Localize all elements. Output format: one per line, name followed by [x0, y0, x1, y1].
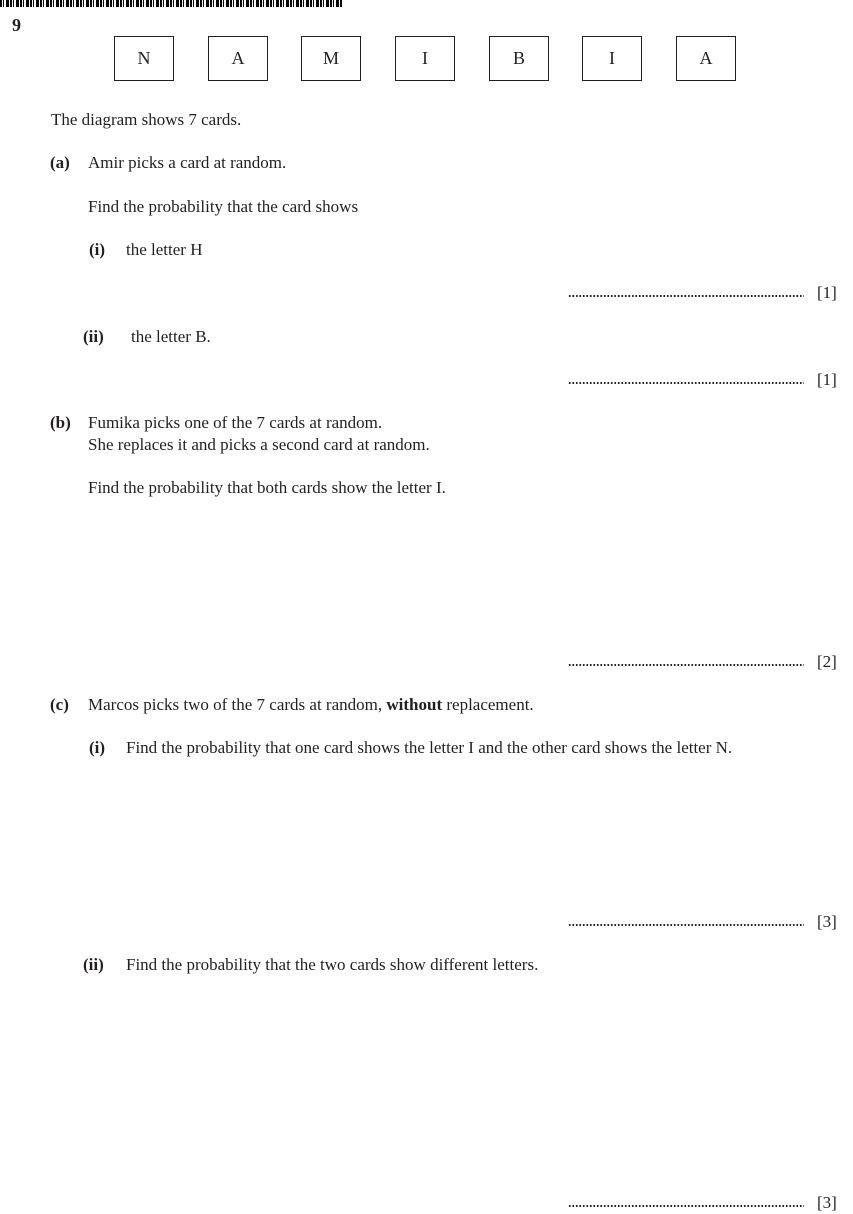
card-2: A — [208, 36, 268, 81]
answer-line-c-ii[interactable] — [568, 1202, 804, 1210]
part-c-ii-label: (ii) — [83, 955, 104, 974]
card-6: I — [582, 36, 642, 81]
part-c-text-before: Marcos picks two of the 7 cards at random, — [88, 695, 387, 714]
marks-a-ii: [1] — [817, 370, 837, 389]
part-c-label: (c) — [50, 695, 69, 714]
part-a-i-label: (i) — [89, 240, 106, 259]
card-5: B — [489, 36, 549, 81]
part-a-ii-label: (ii) — [83, 327, 104, 346]
part-b-label: (b) — [50, 413, 71, 432]
card-4: I — [395, 36, 455, 81]
part-a-instruction: Find the probability that the card shows — [88, 197, 359, 216]
part-b-instruction: Find the probability that both cards show the letter I. — [88, 478, 446, 497]
part-a-i-text: the letter H — [126, 240, 203, 259]
part-a-text: Amir picks a card at random. — [88, 153, 287, 172]
part-b-line1: Fumika picks one of the 7 cards at random. — [88, 413, 383, 432]
marks-c-i: [3] — [817, 912, 837, 931]
part-c-i-label: (i) — [89, 738, 106, 757]
part-a-label: (a) — [50, 153, 70, 172]
marks-c-ii: [3] — [817, 1193, 837, 1212]
part-a-ii-text: the letter B. — [131, 327, 211, 346]
card-1: N — [114, 36, 174, 81]
answer-line-a-i[interactable] — [568, 292, 804, 300]
intro-text: The diagram shows 7 cards. — [51, 110, 242, 129]
part-c-text — [88, 695, 534, 715]
part-c-ii-text: Find the probability that the two cards show different letters. — [126, 955, 539, 974]
barcode — [0, 0, 342, 7]
card-3: M — [301, 36, 361, 81]
answer-line-a-ii[interactable] — [568, 379, 804, 387]
question-number: 9 — [12, 15, 21, 35]
answer-line-b[interactable] — [568, 661, 804, 669]
marks-b: [2] — [817, 652, 837, 671]
marks-a-i: [1] — [817, 283, 837, 302]
part-c-text-bold: without — [386, 695, 443, 714]
card-7: A — [676, 36, 736, 81]
answer-line-c-i[interactable] — [568, 921, 804, 929]
part-c-i-text: Find the probability that one card shows the letter I and the other card shows the letter N. — [126, 738, 733, 757]
part-b-line2: She replaces it and picks a second card at random. — [88, 435, 430, 454]
part-c-text-after: replacement. — [442, 695, 534, 714]
